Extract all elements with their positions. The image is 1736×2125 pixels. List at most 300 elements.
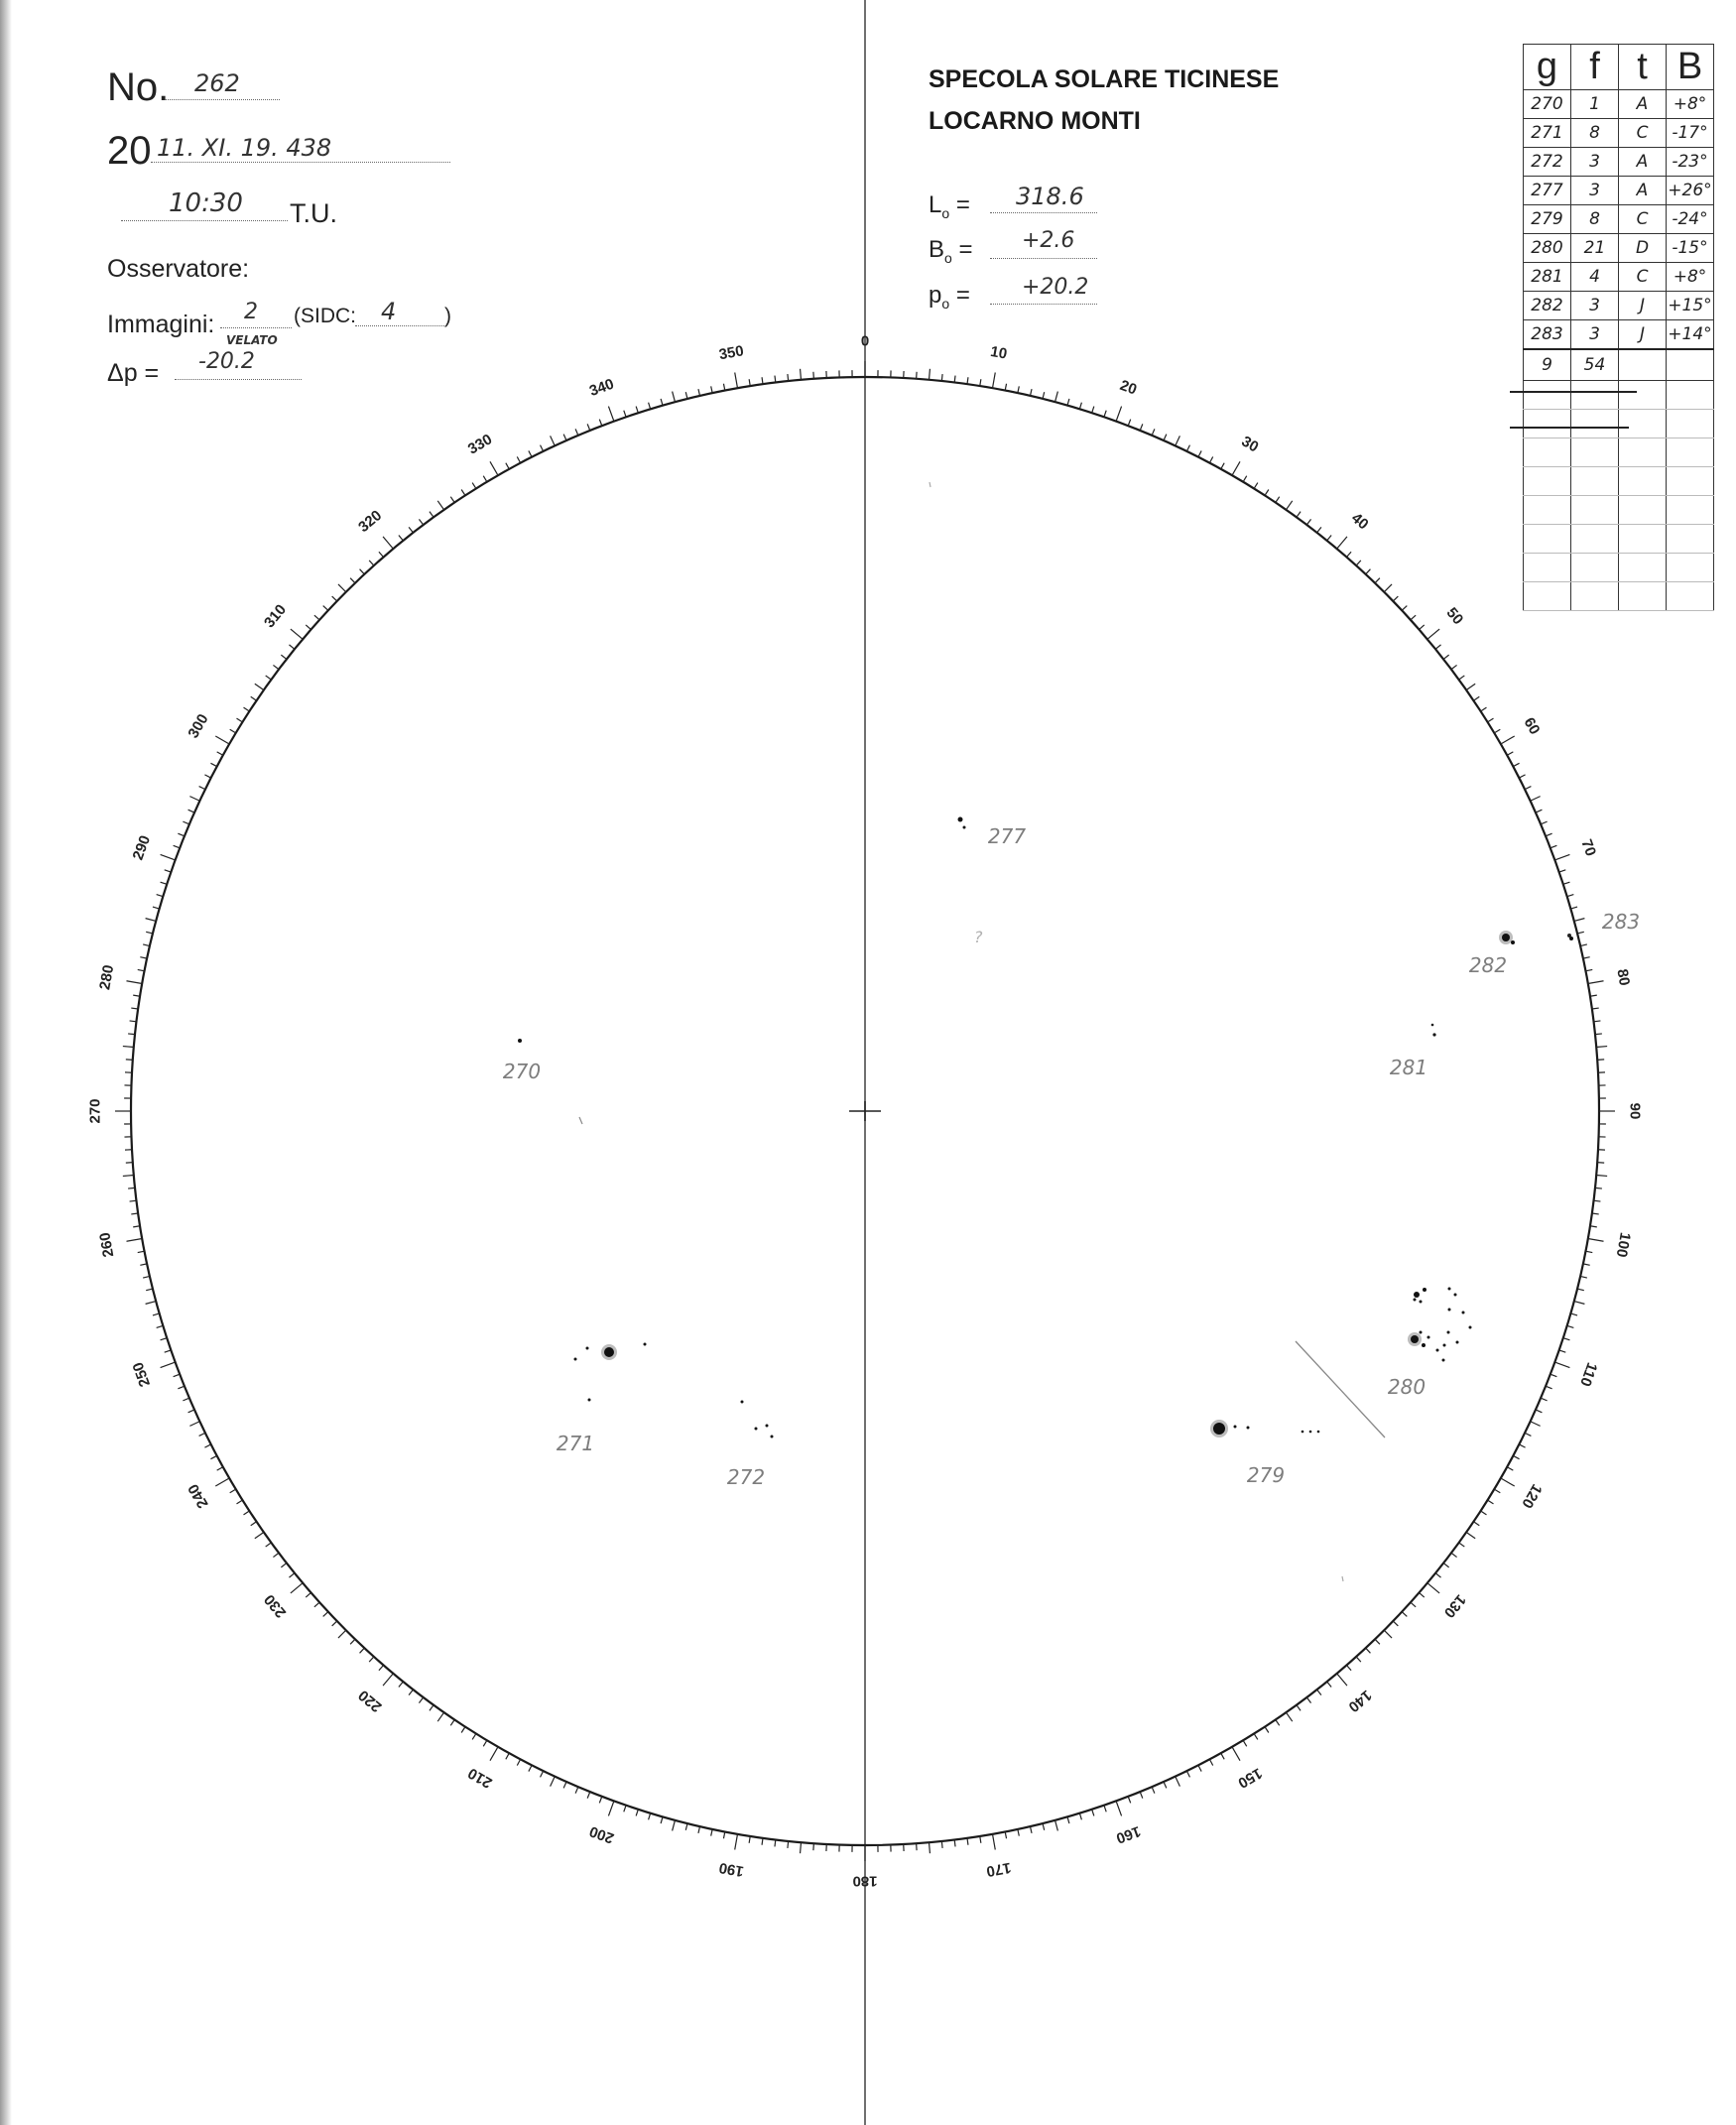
degree-tick xyxy=(1346,552,1351,557)
degree-tick xyxy=(199,1433,205,1436)
degree-tick xyxy=(563,435,566,440)
degree-tick xyxy=(1531,1422,1541,1427)
degree-tick xyxy=(649,403,651,410)
time-value: 10:30 xyxy=(169,188,243,218)
degree-tick xyxy=(1317,1689,1321,1695)
degree-tick xyxy=(1043,392,1045,399)
degree-tick xyxy=(1459,676,1465,680)
degree-tick xyxy=(1435,1573,1440,1577)
degree-tick xyxy=(1079,1813,1081,1820)
degree-tick xyxy=(1232,1747,1240,1761)
degree-tick xyxy=(1473,1522,1479,1526)
p0-value: +20.2 xyxy=(1022,275,1089,300)
degree-tick xyxy=(1554,1362,1569,1367)
group-label-282: 282 xyxy=(1468,953,1508,977)
degree-label: 0 xyxy=(860,332,870,350)
degree-label: 270 xyxy=(86,1098,104,1124)
images-label: Immagini: xyxy=(107,311,215,338)
degree-tick xyxy=(255,1532,264,1538)
degree-tick xyxy=(251,1522,257,1526)
degree-tick xyxy=(483,1740,487,1746)
degree-tick xyxy=(1375,1639,1380,1644)
table-cell: 4 xyxy=(1571,263,1619,292)
degree-tick xyxy=(161,1338,168,1340)
sunspot xyxy=(1448,1309,1451,1312)
degree-tick xyxy=(967,377,968,384)
degree-tick xyxy=(314,1602,319,1607)
degree-tick xyxy=(1577,1289,1584,1291)
degree-tick xyxy=(529,450,532,456)
degree-tick xyxy=(1116,407,1121,422)
delta-p-value: -20.2 xyxy=(198,349,255,374)
degree-tick xyxy=(1567,895,1574,897)
degree-tick xyxy=(1595,1034,1602,1035)
degree-tick xyxy=(291,629,303,639)
degree-tick xyxy=(1459,1543,1465,1547)
degree-label: 240 xyxy=(185,1480,212,1512)
degree-tick xyxy=(153,1313,160,1315)
degree-tick xyxy=(1466,1532,1475,1538)
sunspot xyxy=(1469,1326,1472,1329)
degree-tick xyxy=(1427,1583,1439,1593)
degree-tick xyxy=(636,407,638,414)
degree-tick xyxy=(1116,1801,1121,1815)
degree-tick xyxy=(1366,1648,1371,1653)
degree-tick xyxy=(1140,1792,1143,1798)
degree-tick xyxy=(323,606,328,611)
degree-tick xyxy=(1563,882,1570,884)
degree-tick xyxy=(1286,501,1292,510)
degree-tick xyxy=(624,1806,626,1812)
degree-tick xyxy=(1317,527,1321,533)
degree-tick xyxy=(204,775,210,778)
degree-label: 130 xyxy=(1439,1590,1470,1621)
sunspot xyxy=(741,1401,744,1404)
table-cell: 9 xyxy=(1524,349,1571,381)
degree-tick xyxy=(461,1727,465,1733)
degree-tick xyxy=(161,1362,176,1367)
sunspot xyxy=(518,1039,522,1043)
degree-tick xyxy=(1152,1787,1155,1793)
sunspot xyxy=(1462,1312,1465,1314)
degree-tick xyxy=(1570,907,1577,909)
degree-tick xyxy=(1583,1264,1590,1265)
table-cell: 279 xyxy=(1524,205,1571,234)
degree-tick xyxy=(437,1712,443,1721)
degree-tick xyxy=(204,1444,210,1447)
degree-tick xyxy=(1176,436,1180,445)
l0-letter: L xyxy=(929,191,942,218)
degree-label: 90 xyxy=(1626,1102,1644,1120)
sunspot xyxy=(1447,1331,1450,1334)
degree-tick xyxy=(369,561,374,565)
degree-tick xyxy=(1501,736,1515,744)
date-prefix: 20 xyxy=(107,129,152,173)
degree-tick xyxy=(1055,1820,1058,1831)
degree-tick xyxy=(517,1759,520,1765)
degree-tick xyxy=(140,957,147,958)
table-cell: +14° xyxy=(1667,320,1714,350)
sunspot xyxy=(1427,1336,1430,1339)
degree-tick xyxy=(490,1747,498,1761)
degree-tick xyxy=(673,392,676,403)
degree-label: 300 xyxy=(185,710,212,742)
degree-tick xyxy=(217,1467,223,1470)
degree-tick xyxy=(1337,1674,1347,1686)
degree-tick xyxy=(131,1008,138,1009)
degree-tick xyxy=(723,1831,724,1838)
degree-tick xyxy=(383,537,393,549)
degree-tick xyxy=(711,1829,712,1836)
degree-tick xyxy=(419,1697,423,1703)
degree-tick xyxy=(138,969,145,970)
degree-tick xyxy=(123,1175,134,1176)
sunspot xyxy=(1302,1431,1304,1434)
p0-letter: p xyxy=(929,282,942,309)
degree-tick xyxy=(199,787,205,790)
degree-tick xyxy=(1393,596,1398,601)
degree-tick xyxy=(661,399,663,406)
degree-tick xyxy=(1580,1276,1587,1278)
degree-tick xyxy=(133,1226,140,1227)
table-cell: +8° xyxy=(1667,90,1714,119)
degree-tick xyxy=(1176,1777,1180,1787)
sidc-label: (SIDC: xyxy=(294,305,356,327)
sunspot xyxy=(1431,1024,1434,1027)
degree-tick xyxy=(1525,787,1531,790)
degree-tick xyxy=(1079,403,1081,410)
degree-tick xyxy=(146,932,153,934)
degree-tick xyxy=(551,436,556,445)
degree-tick xyxy=(314,615,319,620)
degree-tick xyxy=(332,596,337,601)
degree-tick xyxy=(210,763,216,766)
degree-tick xyxy=(1519,775,1525,778)
degree-label: 280 xyxy=(96,963,118,992)
degree-tick xyxy=(483,476,487,482)
degree-tick xyxy=(1337,537,1347,549)
degree-tick xyxy=(1030,389,1032,396)
degree-tick xyxy=(266,1543,272,1547)
group-label-281: 281 xyxy=(1389,1056,1428,1079)
degree-tick xyxy=(1297,512,1301,518)
degree-tick xyxy=(360,1648,365,1653)
degree-tick xyxy=(399,535,403,540)
degree-tick xyxy=(1570,1313,1577,1315)
degree-tick xyxy=(126,981,142,984)
degree-tick xyxy=(1402,1612,1407,1617)
degree-tick xyxy=(636,1810,638,1816)
degree-tick xyxy=(1356,1657,1361,1662)
sidc-value: 4 xyxy=(381,298,397,325)
degree-tick xyxy=(1128,420,1131,427)
degree-label: 340 xyxy=(586,375,617,401)
degree-tick xyxy=(138,1251,145,1252)
degree-tick xyxy=(1152,429,1155,435)
sunspot xyxy=(1454,1294,1457,1297)
group-label-272: 272 xyxy=(726,1465,766,1489)
degree-tick xyxy=(749,379,750,386)
degree-tick xyxy=(1128,1797,1131,1804)
table-cell: C xyxy=(1619,119,1667,148)
degree-tick xyxy=(472,483,476,489)
l0-sub: o xyxy=(941,204,950,221)
l0-eq: = xyxy=(955,191,970,218)
degree-tick xyxy=(1186,445,1189,451)
degree-tick xyxy=(1140,424,1143,430)
degree-tick xyxy=(735,1834,738,1850)
l0-value: 318.6 xyxy=(1016,183,1084,210)
degree-tick xyxy=(1574,919,1585,922)
degree-tick xyxy=(1384,584,1392,592)
degree-tick xyxy=(1580,944,1587,946)
table-cell: -24° xyxy=(1667,205,1714,234)
degree-label: 40 xyxy=(1347,509,1372,534)
degree-tick xyxy=(1541,821,1547,824)
degree-label: 160 xyxy=(1113,1821,1144,1847)
degree-label: 50 xyxy=(1442,604,1467,629)
degree-tick xyxy=(1466,684,1475,689)
degree-tick xyxy=(244,1511,250,1515)
degree-tick xyxy=(1366,569,1371,574)
sunspot xyxy=(1420,1301,1423,1304)
degree-tick xyxy=(685,1823,687,1830)
degree-tick xyxy=(430,512,434,518)
degree-label: 150 xyxy=(1234,1764,1266,1792)
degree-tick xyxy=(749,1836,750,1843)
degree-label: 350 xyxy=(717,342,746,364)
degree-tick xyxy=(1254,483,1258,489)
degree-label: 210 xyxy=(464,1764,496,1792)
degree-tick xyxy=(1018,1829,1019,1836)
degree-tick xyxy=(1435,645,1440,649)
degree-tick xyxy=(1513,763,1519,766)
degree-tick xyxy=(1243,476,1247,482)
degree-tick xyxy=(306,1592,310,1597)
degree-tick xyxy=(450,1719,454,1725)
sunspot xyxy=(586,1347,589,1350)
degree-tick xyxy=(1419,625,1424,630)
degree-tick xyxy=(506,1753,509,1759)
degree-tick xyxy=(1443,1563,1449,1567)
degree-tick xyxy=(563,1782,566,1788)
degree-tick xyxy=(1265,1727,1269,1733)
degree-tick xyxy=(1005,1831,1006,1838)
sunspot xyxy=(604,1347,614,1357)
group-label-283: 283 xyxy=(1601,910,1641,934)
images-note: VELATO xyxy=(226,333,278,347)
degree-tick xyxy=(1592,1213,1599,1214)
degree-tick xyxy=(183,1398,188,1401)
degree-tick xyxy=(1585,1251,1592,1252)
degree-tick xyxy=(1577,932,1584,934)
degree-tick xyxy=(291,1583,303,1593)
degree-tick xyxy=(941,1841,942,1848)
degree-tick xyxy=(1583,957,1590,958)
degree-tick xyxy=(698,389,700,396)
degree-tick xyxy=(1104,1806,1106,1812)
degree-label: 10 xyxy=(989,342,1009,363)
degree-tick xyxy=(1164,1782,1167,1788)
degree-tick xyxy=(1596,1047,1607,1048)
degree-label: 320 xyxy=(355,506,386,537)
degree-tick xyxy=(178,1386,184,1389)
degree-tick xyxy=(130,1200,137,1201)
degree-tick xyxy=(1067,1816,1069,1823)
p0-sub: o xyxy=(941,295,950,312)
degree-tick xyxy=(409,1689,413,1695)
degree-label: 20 xyxy=(1117,376,1140,399)
table-cell: J xyxy=(1619,292,1667,320)
degree-tick xyxy=(529,1765,532,1771)
degree-tick xyxy=(1559,1350,1566,1352)
degree-tick xyxy=(1554,854,1569,859)
degree-label: 290 xyxy=(129,832,155,863)
table-cell: +15° xyxy=(1667,292,1714,320)
table-cell: A xyxy=(1619,177,1667,205)
degree-tick xyxy=(711,386,712,393)
degree-tick xyxy=(1473,696,1479,700)
faint-mark xyxy=(1342,1576,1343,1581)
degree-tick xyxy=(130,1021,137,1022)
b0-eq: = xyxy=(958,236,973,263)
degree-tick xyxy=(230,729,236,733)
table-cell: A xyxy=(1619,90,1667,119)
table-cell: 1 xyxy=(1571,90,1619,119)
degree-label: 230 xyxy=(260,1590,291,1621)
degree-tick xyxy=(1546,833,1551,836)
degree-tick xyxy=(1092,407,1094,414)
degree-tick xyxy=(430,1705,434,1711)
degree-tick xyxy=(1104,411,1106,418)
degree-tick xyxy=(1536,810,1542,812)
degree-tick xyxy=(1209,456,1212,462)
degree-tick xyxy=(350,578,355,583)
degree-tick xyxy=(369,1657,374,1662)
degree-tick xyxy=(1593,1021,1600,1022)
degree-tick xyxy=(649,1813,651,1820)
table-cell: 272 xyxy=(1524,148,1571,177)
degree-tick xyxy=(210,1455,216,1458)
degree-tick xyxy=(1567,1325,1574,1327)
degree-tick xyxy=(1209,1759,1212,1765)
degree-tick xyxy=(1443,655,1449,659)
degree-tick xyxy=(332,1621,337,1626)
group-280-pointer-line xyxy=(1296,1341,1385,1438)
degree-tick xyxy=(146,1289,153,1291)
group-label-280: 280 xyxy=(1387,1375,1426,1399)
degree-tick xyxy=(941,374,942,381)
degree-tick xyxy=(1346,1665,1351,1670)
degree-label: 140 xyxy=(1344,1686,1375,1716)
degree-tick xyxy=(1419,1592,1424,1597)
degree-tick xyxy=(350,1639,355,1644)
degree-tick xyxy=(1451,1553,1457,1557)
degree-tick xyxy=(1243,1740,1247,1746)
degree-tick xyxy=(1574,1302,1585,1305)
sidc-close: ) xyxy=(444,305,451,327)
degree-tick xyxy=(461,490,465,496)
degree-tick xyxy=(165,870,172,872)
images-value: 2 xyxy=(244,300,258,324)
sunspot xyxy=(1436,1349,1439,1352)
degree-tick xyxy=(1550,845,1557,848)
degree-tick xyxy=(1306,519,1310,525)
degree-tick xyxy=(237,1500,243,1504)
degree-tick xyxy=(775,1839,776,1846)
sunspot xyxy=(1422,1343,1426,1347)
degree-tick xyxy=(1043,1823,1045,1830)
degree-tick xyxy=(230,1489,236,1493)
degree-tick xyxy=(1481,1511,1487,1515)
sunspot xyxy=(1448,1288,1451,1291)
degree-tick xyxy=(146,1302,157,1305)
delta-p-label: Δp = xyxy=(107,359,160,387)
table-cell: +8° xyxy=(1667,263,1714,292)
sunspot xyxy=(1414,1299,1417,1302)
degree-label: 30 xyxy=(1238,433,1262,456)
sunspot xyxy=(588,1399,591,1402)
time-unit: T.U. xyxy=(290,198,338,228)
degree-tick xyxy=(1018,386,1019,393)
degree-tick xyxy=(140,1264,147,1265)
degree-tick xyxy=(157,895,164,897)
degree-label: 170 xyxy=(984,1858,1013,1880)
table-cell: 8 xyxy=(1571,205,1619,234)
degree-tick xyxy=(788,374,789,381)
degree-tick xyxy=(1276,1719,1280,1725)
degree-tick xyxy=(575,1787,578,1793)
degree-tick xyxy=(685,392,687,399)
table-cell: -23° xyxy=(1667,148,1714,177)
degree-tick xyxy=(1590,1226,1597,1227)
degree-tick xyxy=(1221,1753,1224,1759)
group-label-277: 277 xyxy=(987,824,1027,848)
p0-eq: = xyxy=(955,282,970,309)
table-cell: 281 xyxy=(1524,263,1571,292)
sunspot xyxy=(1502,934,1510,941)
degree-tick xyxy=(1513,1455,1519,1458)
b0-sub: o xyxy=(944,249,952,266)
sunspot xyxy=(1442,1359,1445,1362)
degree-tick xyxy=(472,1734,476,1740)
degree-tick xyxy=(1488,1500,1494,1504)
degree-tick xyxy=(1494,729,1500,733)
degree-tick xyxy=(188,810,194,812)
sunspot xyxy=(1456,1341,1459,1344)
sunspot xyxy=(1423,1288,1426,1292)
degree-tick xyxy=(379,1665,384,1670)
degree-tick xyxy=(1286,1712,1292,1721)
sunspot xyxy=(1213,1423,1225,1435)
degree-tick xyxy=(1005,384,1006,391)
degree-tick xyxy=(1563,1338,1570,1340)
observatory-name: SPECOLA SOLARE TICINESE xyxy=(929,65,1280,93)
degree-tick xyxy=(126,1238,142,1241)
degree-tick xyxy=(1590,995,1597,996)
degree-tick xyxy=(735,372,738,388)
degree-tick xyxy=(1559,870,1566,872)
sunspot xyxy=(644,1343,647,1346)
degree-tick xyxy=(1030,1826,1032,1833)
degree-tick xyxy=(1186,1771,1189,1777)
degree-tick xyxy=(1593,1200,1600,1201)
degree-tick xyxy=(1402,606,1407,611)
degree-tick xyxy=(143,944,150,946)
degree-tick xyxy=(306,625,310,630)
degree-label: 250 xyxy=(129,1359,155,1390)
degree-tick xyxy=(575,429,578,435)
